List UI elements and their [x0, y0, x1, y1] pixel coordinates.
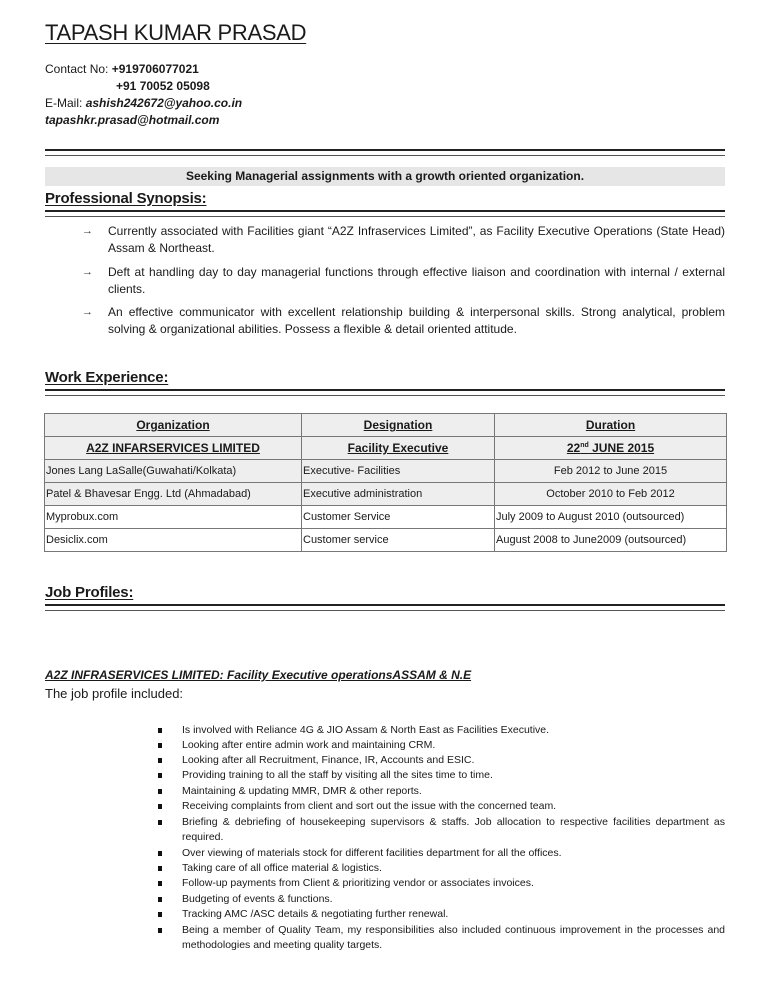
- cell-designation: Customer Service: [302, 506, 495, 529]
- email-primary[interactable]: ashish242672@yahoo.co.in: [85, 96, 243, 110]
- work-experience-table: [44, 413, 727, 552]
- column-header-organization: Organization: [45, 414, 302, 437]
- duty-item: Receiving complaints from client and sort out the issue with the concerned team.: [158, 799, 725, 814]
- square-bullet-icon: [158, 820, 162, 825]
- phone-secondary: +91 70052 05098: [116, 79, 210, 93]
- arrow-bullet-icon: →: [82, 306, 93, 318]
- cell-organization: Myprobux.com: [45, 506, 302, 529]
- objective-banner: Seeking Managerial assignments with a growth oriented organization.: [45, 167, 725, 186]
- duty-item: Taking care of all office material & logistics.: [158, 861, 725, 876]
- contact-line-1: [45, 61, 199, 78]
- email-secondary[interactable]: tapashkr.prasad@hotmail.com: [45, 113, 220, 127]
- contact-line-2: [116, 78, 210, 95]
- section-title-synopsis: Professional Synopsis:: [45, 190, 207, 207]
- section-title-job-profiles: Job Profiles:: [45, 584, 134, 601]
- candidate-name: TAPASH KUMAR PRASAD: [45, 20, 307, 45]
- cell-duration: October 2010 to Feb 2012: [495, 483, 727, 506]
- table-row-current: [45, 437, 727, 460]
- duty-item: Briefing & debriefing of housekeeping supervisors & staffs. Job allocation to respective facilities department as required.: [158, 815, 725, 846]
- square-bullet-icon: [158, 928, 162, 933]
- email-label: E-Mail:: [45, 96, 83, 110]
- email-line-1: [45, 95, 242, 112]
- divider: [45, 210, 725, 217]
- cell-duration: August 2008 to June2009 (outsourced): [495, 529, 727, 552]
- contact-label: Contact No:: [45, 62, 109, 76]
- table-row: [45, 529, 727, 552]
- square-bullet-icon: [158, 773, 162, 778]
- duty-item: Over viewing of materials stock for different facilities department for all the offices.: [158, 846, 725, 861]
- cell-duration: July 2009 to August 2010 (outsourced): [495, 506, 727, 529]
- duty-item: Is involved with Reliance 4G & JIO Assam & North East as Facilities Executive.: [158, 723, 725, 738]
- cell-duration: Feb 2012 to June 2015: [495, 460, 727, 483]
- divider: [45, 149, 725, 156]
- square-bullet-icon: [158, 912, 162, 917]
- cell-designation: Executive administration: [302, 483, 495, 506]
- table-row: [45, 483, 727, 506]
- section-title-work-experience: Work Experience:: [45, 369, 169, 386]
- email-line-2: [45, 112, 219, 129]
- square-bullet-icon: [158, 897, 162, 902]
- cell-designation: Customer service: [302, 529, 495, 552]
- column-header-designation: Designation: [302, 414, 495, 437]
- square-bullet-icon: [158, 743, 162, 748]
- duty-item: Tracking AMC /ASC details & negotiating further renewal.: [158, 907, 725, 922]
- table-row: [45, 506, 727, 529]
- phone-primary: +919706077021: [111, 62, 199, 76]
- square-bullet-icon: [158, 728, 162, 733]
- synopsis-item: → Deft at handling day to day managerial functions through effective liaison and coordination with internal / external clients.: [82, 265, 725, 296]
- square-bullet-icon: [158, 851, 162, 856]
- divider: [45, 389, 725, 396]
- duty-item: Maintaining & updating MMR, DMR & other reports.: [158, 784, 725, 799]
- cell-designation: Facility Executive: [302, 437, 495, 460]
- column-header-duration: Duration: [495, 414, 727, 437]
- divider: [45, 604, 725, 611]
- arrow-bullet-icon: →: [82, 266, 93, 278]
- cell-organization: A2Z INFARSERVICES LIMITED: [45, 437, 302, 460]
- duty-item: Looking after entire admin work and maintaining CRM.: [158, 738, 725, 753]
- table-row: [45, 460, 727, 483]
- square-bullet-icon: [158, 804, 162, 809]
- arrow-bullet-icon: →: [82, 225, 93, 237]
- duty-item: Being a member of Quality Team, my responsibilities also included continuous improvement in the processes and methodologies and meeting quality targets.: [158, 923, 725, 954]
- cell-organization: Patel & Bhavesar Engg. Ltd (Ahmadabad): [45, 483, 302, 506]
- table-header-row: [45, 414, 727, 437]
- duty-item: Budgeting of events & functions.: [158, 892, 725, 907]
- cell-organization: Desiclix.com: [45, 529, 302, 552]
- duty-item: Providing training to all the staff by visiting all the sites time to time.: [158, 768, 725, 783]
- square-bullet-icon: [158, 758, 162, 763]
- square-bullet-icon: [158, 881, 162, 886]
- duty-item: Follow-up payments from Client & prioritizing vendor or associates invoices.: [158, 876, 725, 891]
- job-company-heading: A2Z INFRASERVICES LIMITED: Facility Executive operationsASSAM & N.E: [45, 668, 472, 682]
- square-bullet-icon: [158, 866, 162, 871]
- synopsis-item: → Currently associated with Facilities giant “A2Z Infraservices Limited”, as Facility Executive Operations (State Head) Assam & Northeast.: [82, 224, 725, 255]
- cell-designation: Executive- Facilities: [302, 460, 495, 483]
- duty-item: Looking after all Recruitment, Finance, IR, Accounts and ESIC.: [158, 753, 725, 768]
- job-intro: The job profile included:: [45, 686, 184, 701]
- cell-organization: Jones Lang LaSalle(Guwahati/Kolkata): [45, 460, 302, 483]
- square-bullet-icon: [158, 789, 162, 794]
- synopsis-item: → An effective communicator with excellent relationship building & interpersonal skills. Strong analytical, problem solving & organizational abilities. Possess a flexible & detail oriented attitude.: [82, 305, 725, 336]
- cell-duration: 22nd JUNE 2015: [495, 437, 727, 460]
